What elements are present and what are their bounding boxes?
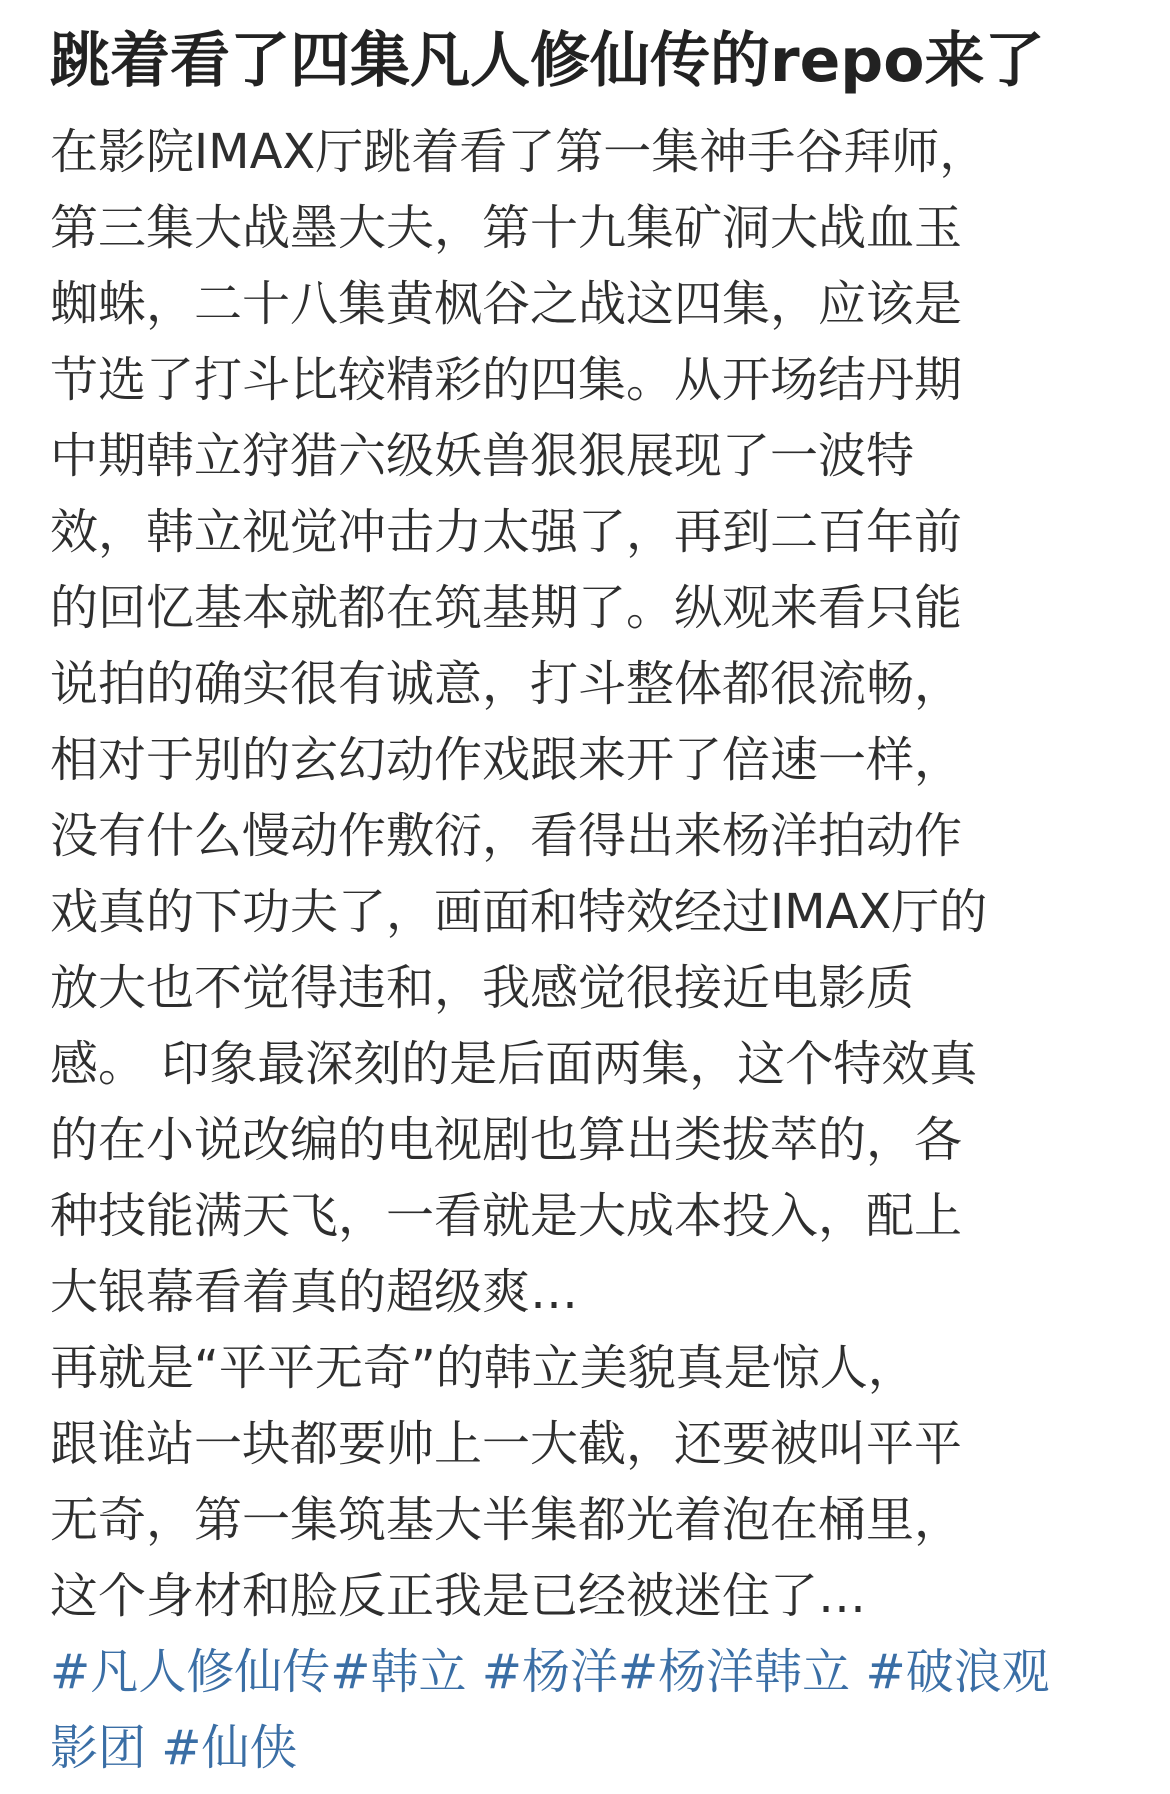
post-line: 再就是“平平无奇”的韩立美貌真是惊人， xyxy=(50,1340,916,1396)
hashtag-link[interactable]: #仙侠 xyxy=(146,1720,298,1776)
post-line: 没有什么慢动作敷衍，看得出来杨洋拍动作 xyxy=(50,808,963,864)
post-line: 蜘蛛，二十八集黄枫谷之战这四集，应该是 xyxy=(50,276,963,332)
post-title: 跳着看了四集凡人修仙传的repo来了 xyxy=(50,26,1045,96)
post-line: 跟谁站一块都要帅上一大截，还要被叫平平 xyxy=(50,1416,963,1472)
post-line: 在影院IMAX厅跳着看了第一集神手谷拜师， xyxy=(50,124,988,180)
post-line: 戏真的下功夫了，画面和特效经过IMAX厅的 xyxy=(50,884,988,940)
hashtag-line xyxy=(50,1634,1122,1710)
post-line: 大银幕看着真的超级爽… xyxy=(50,1264,579,1320)
post-line: 无奇，第一集筑基大半集都光着泡在桶里， xyxy=(50,1492,963,1548)
post-line: 的在小说改编的电视剧也算出类拔萃的，各 xyxy=(50,1112,963,1168)
post-line: 说拍的确实很有诚意，打斗整体都很流畅， xyxy=(50,656,963,712)
hashtag-link[interactable]: #杨洋韩立 xyxy=(617,1644,851,1700)
hashtag-link[interactable]: #凡人修仙传 xyxy=(50,1644,331,1700)
post-line: 节选了打斗比较精彩的四集。从开场结丹期 xyxy=(50,352,963,408)
hashtag-link[interactable]: #破浪观 xyxy=(850,1644,1050,1700)
hashtag-link[interactable]: 影团 xyxy=(50,1720,147,1776)
post-line: 放大也不觉得违和，我感觉很接近电影质 xyxy=(50,960,915,1016)
hashtag-link[interactable]: #杨洋 xyxy=(466,1644,618,1700)
post-body xyxy=(50,114,1122,1634)
post-line: 效，韩立视觉冲击力太强了，再到二百年前 xyxy=(50,504,963,560)
post-line: 种技能满天飞，一看就是大成本投入，配上 xyxy=(50,1188,963,1244)
hashtag-list xyxy=(50,1634,1122,1786)
post-line: 这个身材和脸反正我是已经被迷住了… xyxy=(50,1568,867,1624)
hashtag-line xyxy=(50,1710,1122,1786)
hashtag-link[interactable]: #韩立 xyxy=(330,1644,467,1700)
post-line: 中期韩立狩猎六级妖兽狠狠展现了一波特 xyxy=(50,428,915,484)
post-line: 的回忆基本就都在筑基期了。纵观来看只能 xyxy=(50,580,963,636)
post-line: 感。 印象最深刻的是后面两集，这个特效真 xyxy=(50,1036,978,1092)
post-line: 相对于别的玄幻动作戏跟来开了倍速一样， xyxy=(50,732,963,788)
post-line: 第三集大战墨大夫，第十九集矿洞大战血玉 xyxy=(50,200,963,256)
